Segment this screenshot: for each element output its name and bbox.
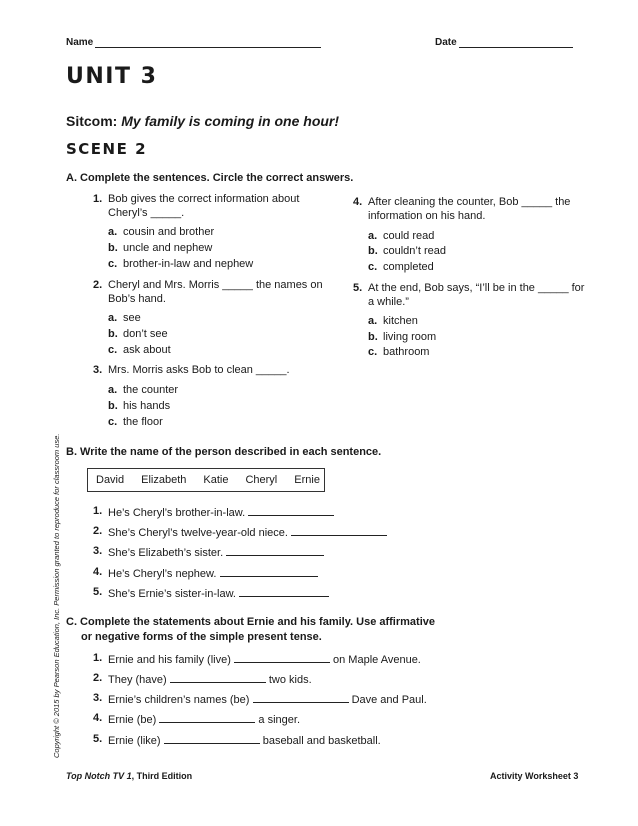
option-5a[interactable]: a. kitchen: [368, 315, 418, 327]
question-4: [353, 195, 593, 223]
section-c-item-1: 1. Ernie and his family (live) on Maple Avenue.: [93, 652, 421, 666]
word-bank-item: David: [96, 474, 125, 486]
answer-blank[interactable]: [253, 692, 349, 703]
copyright-sidebar: Copyright © 2015 by Pearson Education, Inc. Permission granted to reproduce for classroom use.: [52, 433, 61, 758]
question-text: At the end, Bob says, “I’ll be in the _____ for a while.”: [368, 282, 585, 308]
question-text: Mrs. Morris asks Bob to clean _____.: [108, 364, 290, 376]
section-c-item-2: 2. They (have) two kids.: [93, 672, 312, 686]
sitcom-title: My family is coming in one hour!: [121, 113, 340, 129]
section-c-item-4: 4. Ernie (be) a singer.: [93, 712, 301, 726]
footer-book-title: Top Notch TV 1, Third Edition: [66, 771, 193, 781]
answer-blank[interactable]: [220, 566, 318, 577]
question-5: [353, 281, 593, 309]
option-1c[interactable]: c. brother-in-law and nephew: [108, 258, 254, 270]
option-3b[interactable]: b. his hands: [108, 400, 171, 412]
answer-blank[interactable]: [159, 712, 255, 723]
footer-worksheet-label: Activity Worksheet 3: [490, 771, 579, 781]
word-bank-item: Cheryl: [245, 474, 278, 486]
answer-blank[interactable]: [248, 505, 334, 516]
section-b-item-3: 3. She’s Elizabeth’s sister.: [93, 545, 393, 559]
sitcom-label: Sitcom:: [66, 113, 118, 129]
question-number: 3.: [93, 364, 103, 376]
option-4a[interactable]: a. could read: [368, 230, 435, 242]
section-c-item-5: 5. Ernie (like) baseball and basketball.: [93, 733, 381, 747]
option-3c[interactable]: c. the floor: [108, 416, 163, 428]
option-2b[interactable]: b. don’t see: [108, 328, 168, 340]
answer-blank[interactable]: [234, 652, 330, 663]
option-2c[interactable]: c. ask about: [108, 344, 171, 356]
sitcom-heading: [66, 113, 339, 129]
unit-title: UNIT 3: [66, 64, 158, 89]
section-c-instruction-2: or negative forms of the simple present tense.: [81, 631, 322, 643]
question-2: [93, 278, 333, 306]
option-2a[interactable]: a. see: [108, 312, 141, 324]
name-field[interactable]: [95, 47, 321, 48]
answer-blank[interactable]: [226, 545, 324, 556]
option-5c[interactable]: c. bathroom: [368, 346, 430, 358]
word-bank-item: Ernie: [294, 474, 320, 486]
date-field[interactable]: [459, 47, 573, 48]
date-label: Date: [435, 37, 457, 48]
word-bank: [87, 468, 325, 492]
option-5b[interactable]: b. living room: [368, 331, 437, 343]
question-1: [93, 192, 333, 220]
question-number: 5.: [353, 282, 363, 294]
answer-blank[interactable]: [170, 672, 266, 683]
section-c-instruction: C. Complete the statements about Ernie and his family. Use affirmative: [66, 616, 435, 628]
section-b-instruction: B. Write the name of the person described in each sentence.: [66, 446, 382, 458]
question-number: 2.: [93, 279, 103, 291]
question-3: [93, 363, 333, 377]
option-1a[interactable]: a. cousin and brother: [108, 226, 215, 238]
name-label: Name: [66, 37, 94, 48]
option-4c[interactable]: c. completed: [368, 261, 434, 273]
option-4b[interactable]: b. couldn’t read: [368, 245, 446, 257]
section-a-instruction: A. Complete the sentences. Circle the correct answers.: [66, 172, 354, 184]
word-bank-item: Elizabeth: [141, 474, 187, 486]
answer-blank[interactable]: [239, 586, 329, 597]
option-3a[interactable]: a. the counter: [108, 384, 179, 396]
question-text: Cheryl and Mrs. Morris _____ the names on Bob’s hand.: [108, 279, 323, 305]
section-b-item-5: 5. She’s Ernie’s sister-in-law.: [93, 586, 393, 600]
scene-title: SCENE 2: [66, 140, 148, 158]
answer-blank[interactable]: [164, 733, 260, 744]
option-1b[interactable]: b. uncle and nephew: [108, 242, 213, 254]
section-b-item-2: 2. She’s Cheryl’s twelve-year-old niece.: [93, 525, 413, 539]
question-number: 4.: [353, 196, 363, 208]
question-text: Bob gives the correct information about Cheryl’s _____.: [108, 193, 300, 219]
section-b-item-4: 4. He’s Cheryl’s nephew.: [93, 566, 393, 580]
answer-blank[interactable]: [291, 525, 387, 536]
section-c-item-3: 3. Ernie’s children’s names (be) Dave and Paul.: [93, 692, 427, 706]
section-b-item-1: 1. He’s Cheryl’s brother-in-law.: [93, 505, 393, 519]
question-text: After cleaning the counter, Bob _____ the information on his hand.: [368, 196, 571, 222]
question-number: 1.: [93, 193, 103, 205]
word-bank-item: Katie: [203, 474, 229, 486]
